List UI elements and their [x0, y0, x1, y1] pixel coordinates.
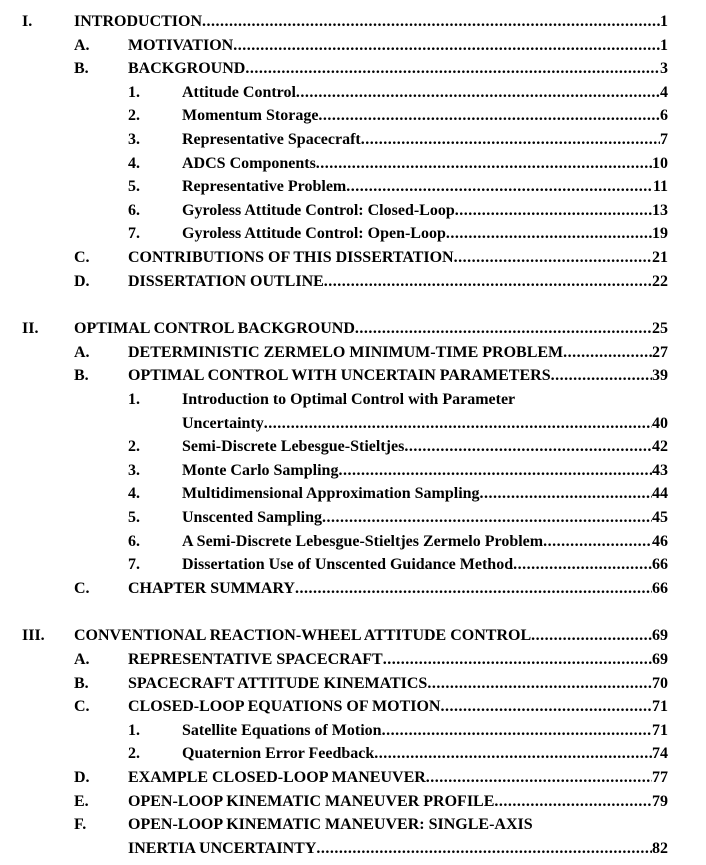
section-line [128, 272, 668, 292]
subsection-line [182, 154, 668, 174]
subsection-number: 2. [128, 745, 140, 763]
section-title: CONTRIBUTIONS OF THIS DISSERTATION [128, 249, 454, 266]
subsection-number: 6. [128, 532, 140, 550]
subsection-number: 5. [128, 178, 140, 196]
section-number: A. [74, 343, 90, 361]
subsection-title: Attitude Control [182, 83, 296, 101]
section-page-number: 22 [652, 272, 668, 290]
subsection-entry [0, 201, 706, 221]
subsection-line [182, 555, 668, 575]
subsection-page-number: 6 [660, 107, 668, 125]
dot-leader [551, 366, 652, 386]
subsection-title: Semi-Discrete Lebesgue-Stieltjes [182, 438, 405, 456]
subsection-title: Gyroless Attitude Control: Open-Loop [182, 225, 446, 243]
subsection-entry [0, 177, 706, 197]
section-title: INERTIA UNCERTAINTY [128, 839, 317, 857]
subsection-number: 3. [128, 461, 140, 479]
dot-leader [245, 59, 660, 79]
chapter-number: II. [22, 320, 39, 338]
section-entry [0, 650, 706, 670]
dot-leader [318, 106, 660, 126]
section-title-line1: OPEN-LOOP KINEMATIC MANEUVER: SINGLE-AXIS [128, 816, 533, 834]
section-title: REPRESENTATIVE SPACECRAFT [128, 651, 383, 668]
subsection-entry [0, 484, 706, 504]
subsection-number: 3. [128, 131, 140, 148]
dot-leader [383, 650, 652, 670]
dot-leader [454, 248, 652, 268]
section-line [128, 792, 668, 812]
subsection-line [182, 484, 668, 504]
subsection-number: 6. [128, 201, 140, 219]
dot-leader [316, 154, 652, 174]
section-number: D. [74, 769, 90, 786]
section-line [128, 697, 668, 717]
subsection-title: Representative Spacecraft [182, 131, 361, 148]
dot-leader [543, 532, 652, 552]
section-page-number: 27 [652, 343, 668, 361]
subsection-line [182, 130, 668, 150]
section-title: CLOSED-LOOP EQUATIONS OF MOTION [128, 698, 441, 716]
subsection-entry [0, 721, 706, 741]
section-number: C. [74, 579, 90, 597]
section-entry [0, 59, 706, 79]
subsection-page-number: 10 [652, 154, 668, 172]
section-line [128, 248, 668, 268]
subsection-line [182, 414, 668, 434]
subsection-page-number: 19 [652, 225, 668, 243]
section-entry [0, 36, 706, 56]
section-page-number: 82 [652, 839, 668, 857]
subsection-line [182, 508, 668, 528]
section-number: A. [74, 651, 90, 668]
subsection-title: Gyroless Attitude Control: Closed-Loop [182, 201, 455, 219]
chapter-number: I. [22, 13, 33, 30]
dot-leader [355, 319, 652, 339]
subsection-entry [0, 224, 706, 244]
subsection-page-number: 66 [652, 556, 668, 574]
subsection-page-number: 7 [660, 131, 668, 148]
subsection-line [182, 224, 668, 244]
subsection-line [182, 106, 668, 126]
subsection-line [182, 83, 668, 103]
chapter-page-number: 1 [660, 13, 668, 30]
dot-leader [361, 130, 660, 150]
dot-leader [404, 437, 652, 457]
chapter-entry [0, 626, 706, 646]
section-number: A. [74, 36, 90, 54]
subsection-title: ADCS Components [182, 154, 316, 172]
section-page-number: 70 [652, 674, 668, 692]
dot-leader [382, 721, 652, 741]
section-entry-continuation [0, 839, 706, 859]
subsection-number: 5. [128, 509, 140, 526]
subsection-entry-continuation [0, 414, 706, 434]
subsection-title: A Semi-Discrete Lebesgue-Stieltjes Zermelo Problem [182, 532, 544, 550]
dot-leader [455, 201, 652, 221]
subsection-title-line1: Introduction to Optimal Control with Parameter [182, 391, 516, 408]
subsection-page-number: 13 [652, 201, 668, 219]
chapter-line [74, 12, 668, 32]
subsection-entry [0, 130, 706, 150]
subsection-line [182, 437, 668, 457]
subsection-number: 1. [128, 721, 140, 739]
subsection-number: 7. [128, 225, 140, 243]
section-number: C. [74, 249, 90, 266]
subsection-page-number: 46 [652, 532, 668, 550]
subsection-number: 4. [128, 154, 140, 172]
section-line [128, 366, 668, 386]
section-title: EXAMPLE CLOSED-LOOP MANEUVER [128, 769, 426, 786]
section-entry [0, 815, 706, 835]
subsection-entry [0, 744, 706, 764]
section-entry [0, 343, 706, 363]
dot-leader [316, 839, 652, 859]
subsection-line [182, 532, 668, 552]
section-title: OPTIMAL CONTROL WITH UNCERTAIN PARAMETERS [128, 367, 551, 385]
subsection-line [182, 744, 668, 764]
subsection-entry [0, 154, 706, 174]
subsection-number: 7. [128, 556, 140, 574]
section-entry [0, 248, 706, 268]
subsection-page-number: 40 [652, 414, 668, 432]
section-entry [0, 697, 706, 717]
dot-leader [338, 461, 652, 481]
subsection-title: Uncertainty [182, 414, 264, 432]
subsection-title: Unscented Sampling [182, 509, 323, 526]
subsection-entry [0, 461, 706, 481]
section-number: F. [74, 816, 87, 834]
section-title: DISSERTATION OUTLINE [128, 272, 324, 290]
chapter-number: III. [22, 627, 45, 645]
subsection-entry [0, 106, 706, 126]
section-line [128, 59, 668, 79]
section-entry [0, 674, 706, 694]
section-title: MOTIVATION [128, 36, 234, 54]
dot-leader [440, 697, 652, 717]
section-entry [0, 768, 706, 788]
section-line [128, 768, 668, 788]
section-title: DETERMINISTIC ZERMELO MINIMUM-TIME PROBLEM [128, 343, 564, 361]
section-number: C. [74, 698, 90, 716]
section-page-number: 1 [660, 36, 668, 54]
dot-leader [374, 744, 652, 764]
chapter-title: OPTIMAL CONTROL BACKGROUND [74, 320, 355, 338]
section-page-number: 71 [652, 698, 668, 716]
subsection-title: Representative Problem [182, 178, 347, 196]
section-page-number: 21 [652, 249, 668, 266]
section-line [128, 839, 668, 859]
section-entry [0, 792, 706, 812]
section-page-number: 77 [652, 769, 668, 786]
subsection-page-number: 74 [652, 745, 668, 763]
subsection-line [182, 201, 668, 221]
section-number: D. [74, 272, 90, 290]
chapter-title: CONVENTIONAL REACTION-WHEEL ATTITUDE CONTROL [74, 627, 532, 645]
dot-leader [427, 674, 652, 694]
section-title: CHAPTER SUMMARY [128, 579, 295, 597]
chapter-line [74, 319, 668, 339]
chapter-entry [0, 12, 706, 32]
chapter-title: INTRODUCTION [74, 13, 203, 30]
subsection-number: 4. [128, 485, 140, 503]
subsection-page-number: 45 [652, 509, 668, 526]
section-line [128, 36, 668, 56]
subsection-title: Monte Carlo Sampling [182, 461, 339, 479]
dot-leader [296, 83, 660, 103]
dot-leader [480, 484, 652, 504]
chapter-page-number: 69 [652, 627, 668, 645]
subsection-title: Satellite Equations of Motion [182, 721, 382, 739]
subsection-number: 2. [128, 107, 140, 125]
subsection-line [182, 177, 668, 197]
section-page-number: 69 [652, 651, 668, 668]
section-line [128, 579, 668, 599]
dot-leader [202, 12, 660, 32]
dot-leader [563, 343, 652, 363]
subsection-entry [0, 508, 706, 528]
dot-leader [446, 224, 652, 244]
chapter-entry [0, 319, 706, 339]
section-title: BACKGROUND [128, 60, 246, 78]
section-number: B. [74, 367, 89, 385]
section-entry [0, 366, 706, 386]
subsection-page-number: 42 [652, 438, 668, 456]
section-page-number: 79 [652, 792, 668, 810]
subsection-page-number: 11 [652, 178, 668, 196]
dot-leader [322, 508, 652, 528]
section-entry [0, 272, 706, 292]
subsection-title: Multidimensional Approximation Sampling [182, 485, 480, 503]
subsection-line [182, 721, 668, 741]
section-number: B. [74, 60, 89, 78]
dot-leader [494, 792, 652, 812]
section-entry [0, 579, 706, 599]
dot-leader [531, 626, 652, 646]
section-line [128, 674, 668, 694]
dot-leader [233, 36, 660, 56]
section-line [128, 650, 668, 670]
subsection-page-number: 71 [652, 721, 668, 739]
subsection-page-number: 43 [652, 461, 668, 479]
section-number: B. [74, 674, 89, 692]
dot-leader [346, 177, 653, 197]
subsection-entry [0, 83, 706, 103]
chapter-page-number: 25 [652, 320, 668, 338]
section-page-number: 3 [660, 60, 668, 78]
subsection-title: Momentum Storage [182, 107, 319, 125]
dot-leader [264, 414, 652, 434]
dot-leader [295, 579, 652, 599]
subsection-number: 1. [128, 83, 140, 101]
subsection-page-number: 4 [660, 83, 668, 101]
dot-leader [513, 555, 652, 575]
dot-leader [426, 768, 652, 788]
subsection-title: Dissertation Use of Unscented Guidance Method [182, 556, 514, 574]
section-line [128, 343, 668, 363]
subsection-entry [0, 532, 706, 552]
section-title: OPEN-LOOP KINEMATIC MANEUVER PROFILE [128, 792, 495, 810]
section-number: E. [74, 792, 89, 810]
subsection-line [182, 461, 668, 481]
subsection-entry [0, 555, 706, 575]
section-page-number: 39 [652, 367, 668, 385]
section-title: SPACECRAFT ATTITUDE KINEMATICS [128, 674, 428, 692]
subsection-entry [0, 390, 706, 410]
subsection-entry [0, 437, 706, 457]
chapter-line [74, 626, 668, 646]
subsection-number: 2. [128, 438, 140, 456]
subsection-title: Quaternion Error Feedback [182, 745, 375, 763]
dot-leader [324, 272, 652, 292]
subsection-page-number: 44 [652, 485, 668, 503]
subsection-number: 1. [128, 391, 140, 408]
section-page-number: 66 [652, 579, 668, 597]
